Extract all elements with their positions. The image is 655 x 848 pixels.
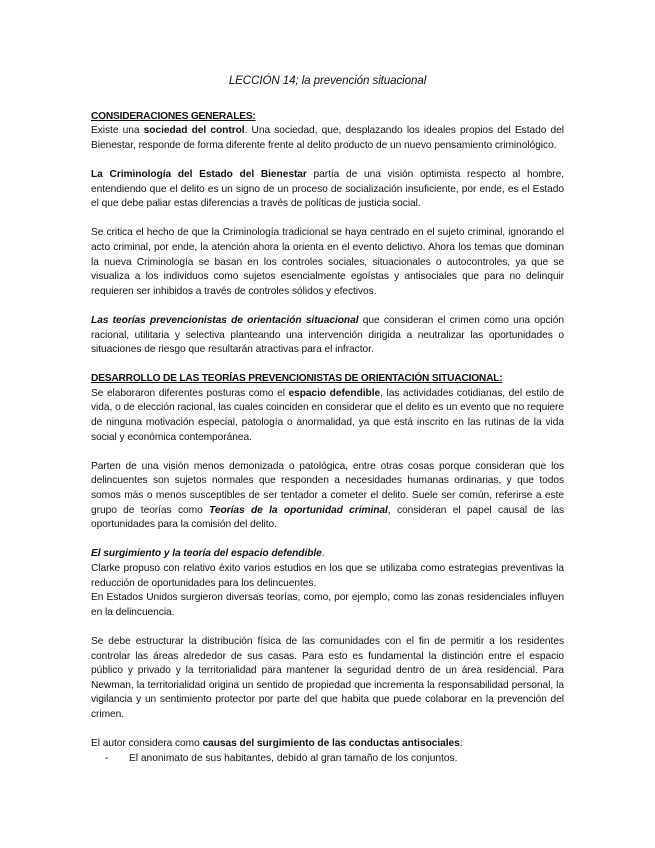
paragraph-situational-theories: Las teorías prevencionistas de orientación situacional que consideran el crimen como una opción racional, utilitaria y selectiva planteando una intervención dirigida a neutralizar las oportunidades o situaciones de riesgo que resultarán atractivas para el infractor. xyxy=(91,314,564,356)
lesson-title: LECCIÓN 14; la prevención situacional xyxy=(228,74,427,87)
paragraph-opportunity-theories: Parten de una visión menos demonizada o patológica, entre otras cosas porque consideran que los delincuentes son sujetos normales que responden a necesidades humanas ordinarias, y que todos somos más o menos susceptibles de ser tentador a cometer el delito. Suele ser común, referirse a este grupo de teorías como Teorías de la oportunidad criminal, consideran el papel causal de las oportunidades para la comisión del delito. xyxy=(91,460,565,531)
paragraph-postures: Se elaboraron diferentes posturas como el espacio defendible, las actividades cotidianas, del estilo de vida, o de elección racional, las cuales coinciden en considerar que el delito es un evento que no requiere de ninguna motivación especial, patología o anormalidad, ya que está inscrito en las rutinas de la vida social y económica contemporánea. xyxy=(91,387,564,443)
section-heading-development: DESARROLLO DE LAS TEORÍAS PREVENCIONISTAS DE ORIENTACIÓN SITUACIONAL: xyxy=(91,373,503,385)
paragraph-territoriality: Se debe estructurar la distribución física de las comunidades con el fin de permitir a los residentes controlar las áreas alrededor de sus casas. Para esto es fundamental la distinción entre el espacio público y privado y la territorialidad para mantener la seguridad dentro de un área residencial. Para Newman, la territorialidad origina un sentido de propiedad que incrementa la responsabilidad personal, la vigilancia y un sentimiento protector por parte del que habita que puede colaborar en la prevención del crimen. xyxy=(91,635,564,720)
list-item xyxy=(91,752,564,767)
document-page xyxy=(91,74,564,766)
paragraph-traditional-criticism: Se critica el hecho de que la Criminología tradicional se haya centrado en el sujeto criminal, ignorando el acto criminal, por ende, la atención ahora la orienta en el evento delictivo. Ahora los temas que dominan la nueva Criminología se basan en los controles sociales, situacionales o autocontroles, ya que se visualiza a los individuos como sujetos esencialmente egoístas y antisociales que para no delinquir requieren ser inhibidos a través de controles sólidos y efectivos. xyxy=(91,227,564,297)
paragraph-society-control: Existe una sociedad del control. Una sociedad, que, desplazando los ideales propios del Estado del Bienestar, responde de forma diferente frente al delito producto de un nuevo pensamiento criminológico. xyxy=(91,125,564,151)
paragraph-clarke: Clarke propuso con relativo éxito varios estudios en los que se utilizaba como estrategias preventivas la reducción de oportunidades para los delincuentes. xyxy=(91,563,564,589)
subheading-defensible-space: El surgimiento y la teoría del espacio defendible. xyxy=(91,548,325,560)
list-item-text: El anonimato de sus habitantes, debido al gran tamaño de los conjuntos. xyxy=(129,752,458,764)
paragraph-welfare-criminology: La Criminología del Estado del Bienestar partía de una visión optimista respecto al hombre, entendiendo que el delito es un signo de un proceso de socialización insuficiente, por ende, es el Estado el que debe paliar estas diferencias a través de políticas de justicia social. xyxy=(91,168,564,210)
paragraph-antisocial-causes: El autor considera como causas del surgimiento de las conductas antisociales: xyxy=(91,738,463,750)
section-heading-general: CONSIDERACIONES GENERALES: xyxy=(91,110,256,122)
paragraph-united-states: En Estados Unidos surgieron diversas teorías, como, por ejemplo, como las zonas residenciales influyen en la delincuencia. xyxy=(91,592,564,618)
bullet-dash: - xyxy=(105,752,109,764)
